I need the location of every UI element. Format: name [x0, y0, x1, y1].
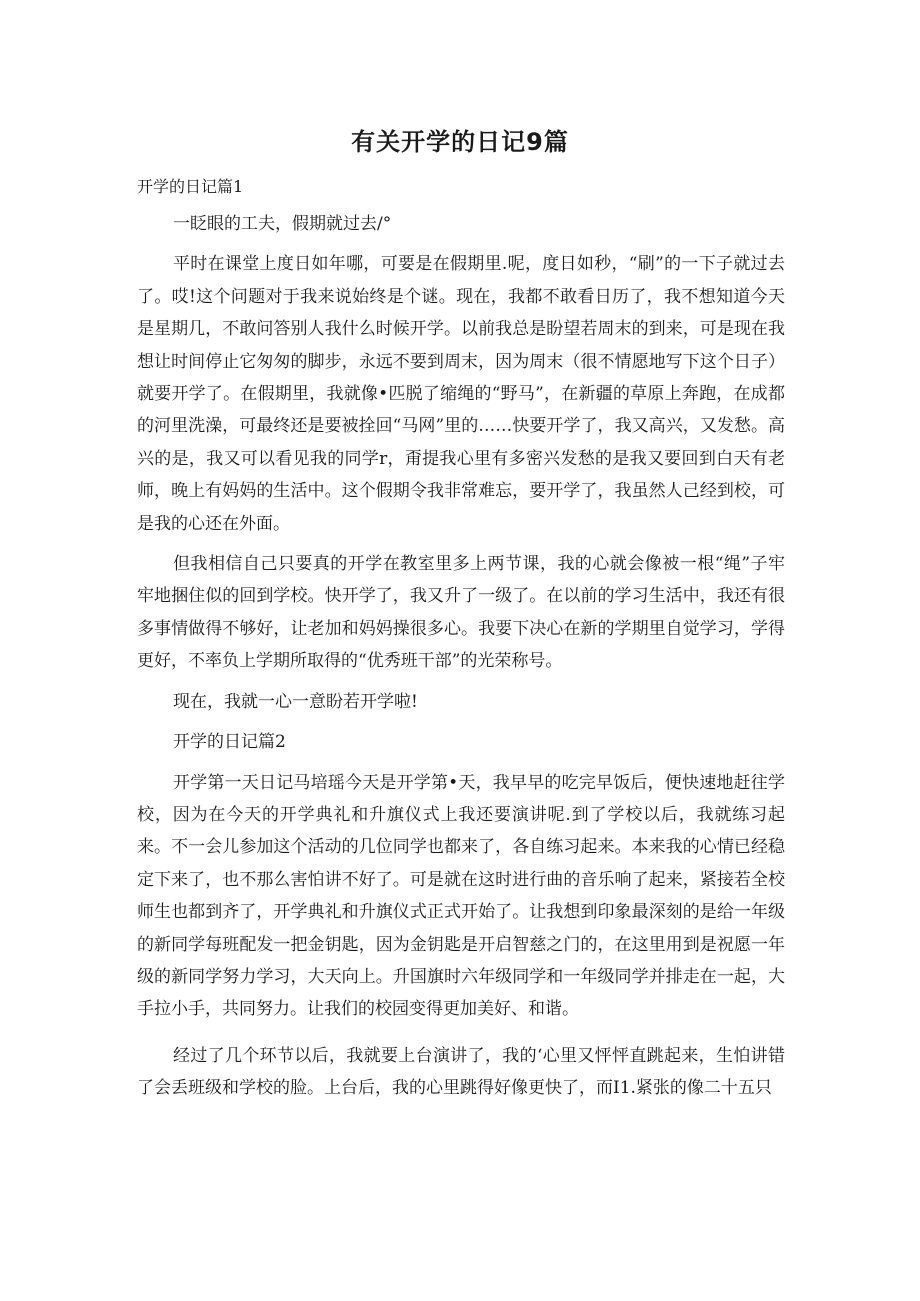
section-heading-2: 开学的日记篇2	[173, 732, 286, 753]
paragraph: 开学第一天日记马培瑶今天是开学第•天，我早早的吃完早饭后，便快速地赶往学校，因为在今天的开学典礼和升旗仪式上我还要演讲呢.到了学校以后，我就练习起来。不一会儿参加这个活动的几位同学也都来了，各自练习起来。本来我的心情已经稳定下来了，也不那么害怕讲不好了。可是就在这时进行曲的音乐响了起来，紧接若全校师生也都到齐了，开学典礼和升旗仪式正式开始了。让我想到印象最深刻的是给一年级的新同学每班配发一把金钥匙，因为金钥匙是开启智慈之门的，在这里用到是祝愿一年级的新同学努力学习，大天向上。升国旗时六年级同学和一年级同学并排走在一起，大手拉小手，共同努力。让我们的校园变得更加美好、和谐。	[137, 772, 785, 1020]
paragraph: 但我相信自己只要真的开学在教室里多上两节课，我的心就会像被一根“绳”子牢牢地捆住似的回到学校。快开学了，我又升了一级了。在以前的学习生活中，我还有很多事情做得不够好，让老加和妈妈操很多心。我要下决心在新的学期里自觉学习，学得更好，不率负上学期所取得的“优秀班干部”的光荣称号。	[137, 554, 785, 672]
section-heading-1: 开学的日记篇1	[137, 177, 244, 196]
paragraph: 平时在课堂上度日如年哪，可要是在假期里.呢，度日如秒，“刷”的一下子就过去了。哎!这个问题对于我来说始终是个谜。现在，我都不敢看日历了，我不想知道今天是星期几，不敢问答别人我什么时候开学。以前我总是盼望若周末的到来，可是现在我想让时间停止它匆匆的脚步，永远不要到周末，因为周末（很不情愿地写下这个日子）就要开学了。在假期里，我就像•匹脱了缩绳的“野马”，在新疆的草原上奔跑，在成都的河里洗澡，可最终还是要被拴回“马网”里的……快要开学了，我又高兴，又发愁。高兴的是，我又可以看见我的同学r，甭提我心里有多密兴发愁的是我又要回到白天有老师，晚上有妈妈的生活中。这个假期令我非常难忘，要开学了，我虽然人己经到校，可是我的心还在外面。	[137, 254, 785, 534]
paragraph: 经过了几个环节以后，我就要上台演讲了，我的‘心里又怦怦直跳起来，生怕讲错了会丢班级和学校的脸。上台后，我的心里跳得好像更快了，而I1.紧张的像二十五只	[137, 1045, 785, 1099]
document-title: 有关开学的日记9篇	[351, 128, 569, 156]
paragraph: 一眨眼的工夫，假期就过去/°	[173, 214, 392, 234]
document-body	[137, 172, 785, 1113]
paragraph: 现在，我就一心一意盼若开学啦!	[173, 691, 418, 712]
